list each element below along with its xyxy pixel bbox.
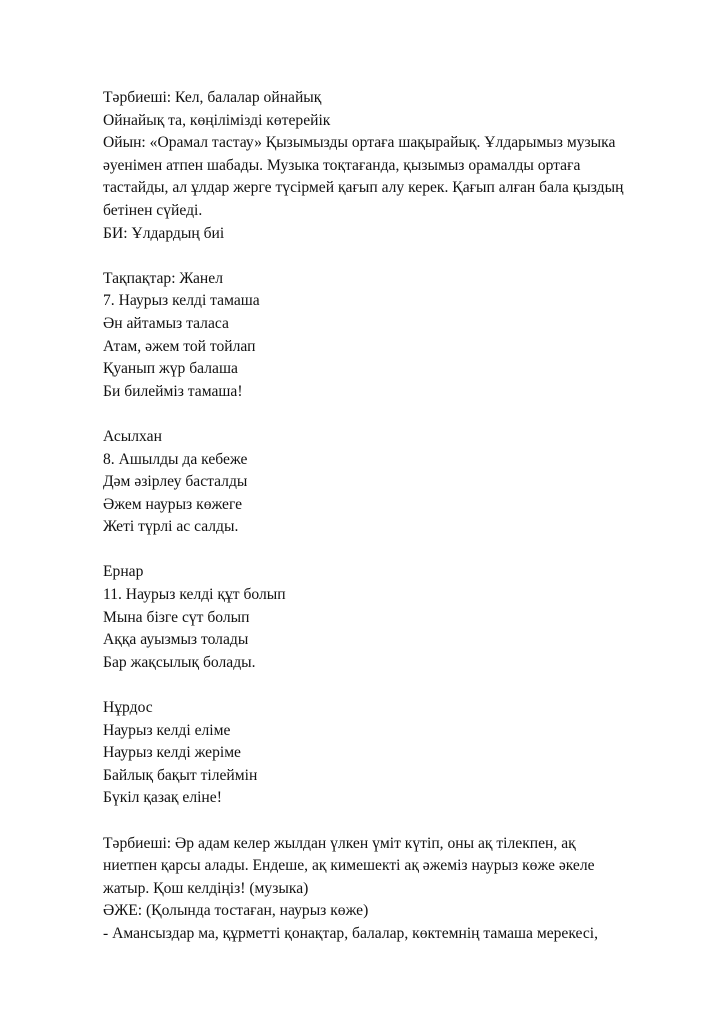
text-line: Жеті түрлі ас салды. — [103, 518, 239, 536]
text-line: әуенімен атпен шабады. Музыка тоқтағанда, қызымыз орамалды ортаға — [103, 156, 581, 174]
text-line: Тәрбиеші: Әр адам келер жылдан үлкен үміт күтіп, оны ақ тілекпен, ақ — [103, 834, 576, 852]
text-line: ӘЖЕ: (Қолында тостаған, наурыз көже) — [103, 902, 369, 920]
text-line: ниетпен қарсы алады. Ендеше, ақ кимешекті ақ әжеміз наурыз көже әкеле — [103, 857, 595, 875]
text-line: Асылхан — [103, 427, 162, 445]
text-line: Ән айтамыз таласа — [103, 314, 229, 332]
text-line: - Амансыздар ма, құрметті қонақтар, балалар, көктемнің тамаша мерекесі, — [103, 924, 598, 942]
text-line: Атам, әжем той тойлап — [103, 337, 256, 355]
text-line: Наурыз келді еліме — [103, 721, 231, 739]
blank-line — [103, 674, 693, 697]
text-line: жатыр. Қош келдіңіз! (музыка) — [103, 879, 309, 897]
text-line: 8. Ашылды да кебеже — [103, 450, 248, 468]
document-body — [103, 87, 693, 946]
text-line: Мына бізге сүт болып — [103, 608, 250, 626]
text-line: Ойын: «Орамал тастау» Қызымызды ортаға шақырайық. Ұлдарымыз музыка — [103, 134, 616, 152]
text-line: Нұрдос — [103, 699, 153, 717]
text-line: Би билейміз тамаша! — [103, 382, 243, 400]
text-line: Тақпақтар: Жанел — [103, 269, 223, 287]
blank-line — [103, 810, 693, 833]
text-line: Ойнайық та, көңілімізді көтерейік — [103, 111, 331, 129]
text-line: Бүкіл қазақ еліне! — [103, 789, 222, 807]
blank-line — [103, 245, 693, 268]
text-line: 7. Наурыз келді тамаша — [103, 292, 260, 310]
text-line: Әжем наурыз көжеге — [103, 495, 243, 513]
text-line: Байлық бақыт тілеймін — [103, 766, 258, 784]
text-line: Наурыз келді жеріме — [103, 744, 241, 762]
text-line: БИ: Ұлдардың биі — [103, 224, 225, 242]
text-line: тастайды, ал ұлдар жерге түсірмей қағып алу керек. Қағып алған бала қыздың — [103, 179, 624, 197]
text-line: Ернар — [103, 563, 144, 581]
text-line: Бар жақсылық болады. — [103, 653, 256, 671]
text-line: Қуанып жүр балаша — [103, 360, 238, 378]
text-line: Тәрбиеші: Кел, балалар ойнайық — [103, 89, 322, 106]
text-line: бетінен сүйеді. — [103, 201, 203, 219]
blank-line — [103, 403, 693, 426]
text-line: Дәм әзірлеу басталды — [103, 473, 248, 491]
blank-line — [103, 539, 693, 562]
text-line: 11. Наурыз келді құт болып — [103, 586, 286, 604]
text-line: Аққа ауызмыз толады — [103, 631, 249, 649]
